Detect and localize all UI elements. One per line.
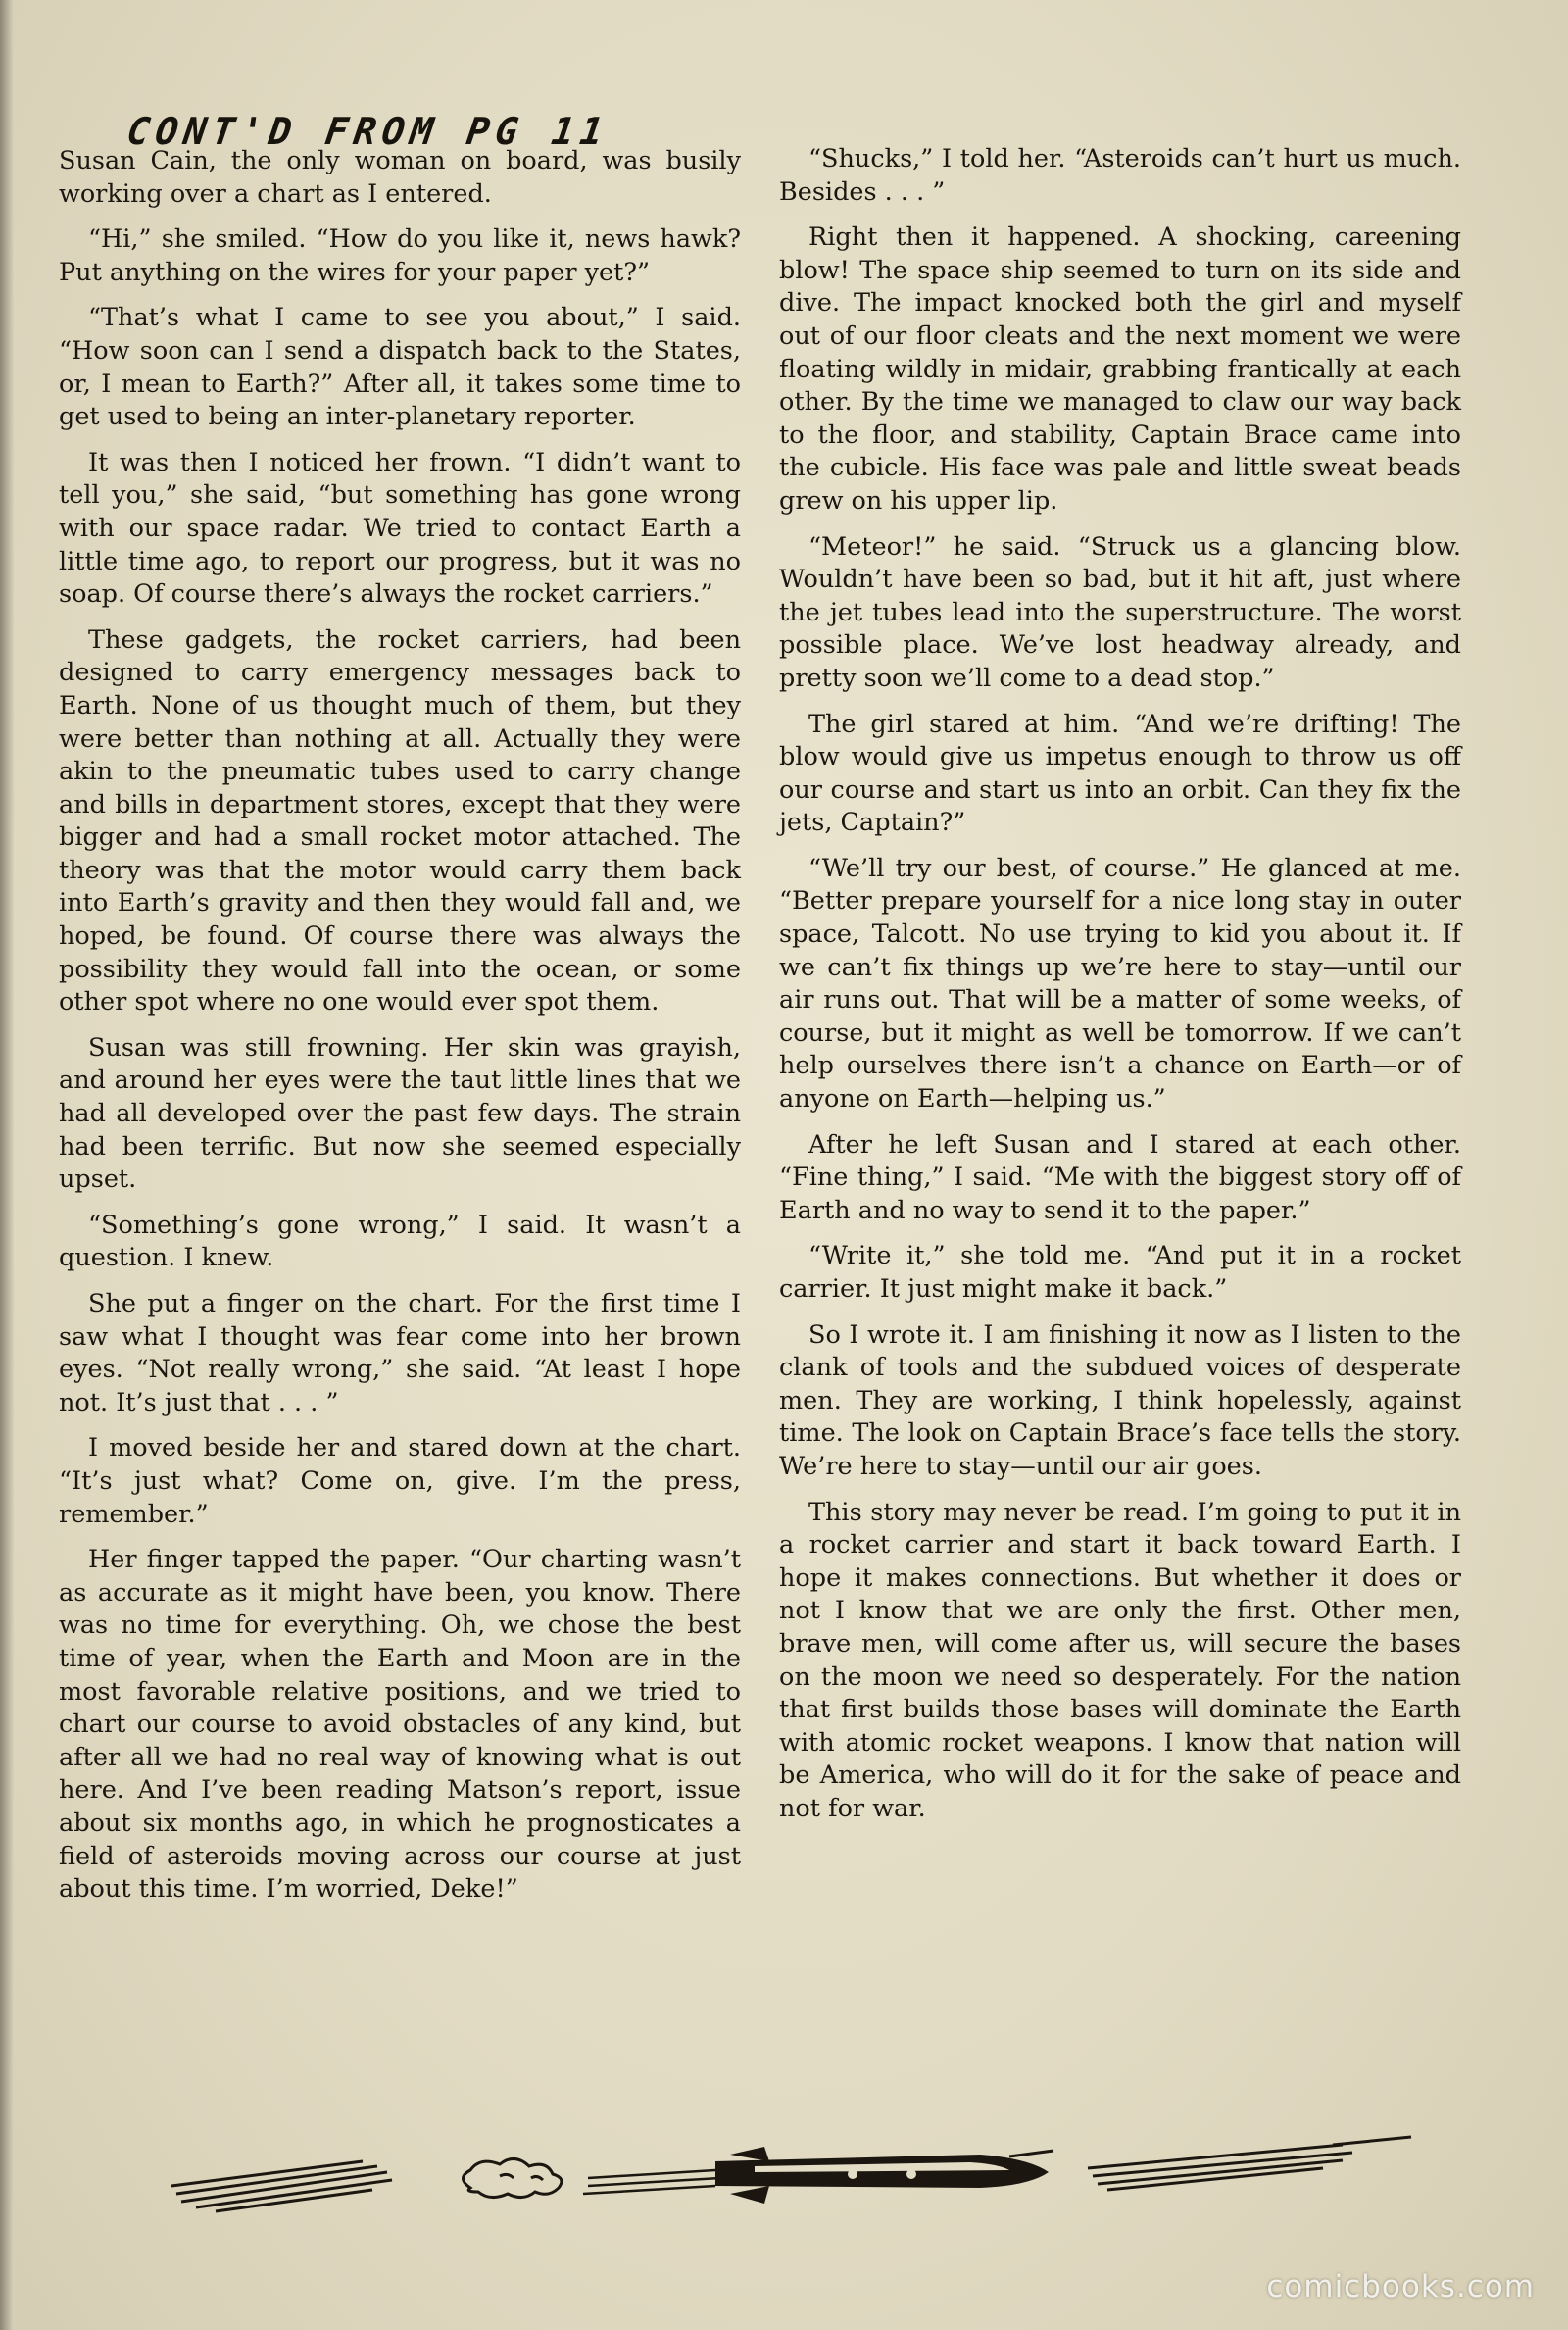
paragraph: Right then it happened. A shocking, careening blow! The space ship seemed to turn on its side and dive. The impact knocked both the girl and myself out of our floor cleats and the next moment we were floating wildly in midair, grabbing frantically at each other. By the time we managed to claw our way back to the floor, and stability, Captain Brace came into the cubicle. His face was pale and little sweat beads grew on his upper lip.	[779, 223, 1461, 516]
paragraph: The girl stared at him. “And we’re drifting! The blow would give us impetus enough to throw us off our course and start us into an orbit. Can they fix the jets, Captain?”	[779, 709, 1461, 838]
paragraph: Susan Cain, the only woman on board, was busily working over a chart as I entered.	[59, 146, 741, 209]
paragraph: Her finger tapped the paper. “Our charting wasn’t as accurate as it might have been, you know. There was no time for everything. Oh, we chose the best time of year, when the Earth and Moon are in the most favorable relative positions, and we tried to chart our course to avoid obstacles of any kind, but after all we had no real way of knowing what is out here. And I’ve been reading Matson’s report, issue about six months ago, in which he prognosticates a field of asteroids moving across our course at just about this time. I’m worried, Deke!”	[59, 1545, 741, 1905]
paragraph: Susan was still frowning. Her skin was grayish, and around her eyes were the taut little lines that we had all developed over the past few days. The strain had been terrific. But now she seemed especially upset.	[59, 1032, 741, 1195]
rocket-illustration	[167, 2107, 1421, 2225]
right-speed-lines	[1088, 2137, 1411, 2190]
paragraph: This story may never be read. I’m going to put it in a rocket carrier and start it back toward Earth. I hope it makes connections. But whether it does or not I know that we are only the first. Other men, brave men, will come after us, will secure the bases on the moon we need so desperately. For the nation that first builds those bases will dominate the Earth with atomic rocket weapons. I know that nation will be America, who will do it for the sake of peace and not for war.	[779, 1497, 1461, 1823]
paragraph: After he left Susan and I stared at each other. “Fine thing,” I said. “Me with the biggest story off of Earth and no way to send it to the paper.”	[779, 1129, 1461, 1225]
paragraph: “We’ll try our best, of course.” He glanced at me. “Better prepare yourself for a nice long stay in outer space, Talcott. No use trying to kid you about it. If we can’t fix things up we’re here to stay—until our air runs out. That will be a matter of some weeks, of course, but it might as well be tomorrow. If we can’t help ourselves there isn’t a chance on Earth—or of anyone on Earth—helping us.”	[779, 853, 1461, 1115]
paragraph: “Write it,” she told me. “And put it in a rocket carrier. It just might make it back.”	[779, 1241, 1461, 1304]
paragraph: “Shucks,” I told her. “Asteroids can’t hurt us much. Besides . . . ”	[779, 144, 1461, 207]
exhaust-trail-lines	[583, 2170, 720, 2194]
paragraph: “That’s what I came to see you about,” I said. “How soon can I send a dispatch back to the States, or, I mean to Earth?” After all, it takes some time to get used to being an inter-planetary reporter.	[59, 303, 741, 432]
paragraph: “Something’s gone wrong,” I said. It wasn’t a question. I knew.	[59, 1210, 741, 1273]
left-text-column	[59, 145, 741, 1919]
left-speed-lines	[172, 2161, 392, 2211]
paragraph: She put a finger on the chart. For the first time I saw what I thought was fear come into her brown eyes. “Not really wrong,” she said. “At least I hope not. It’s just that . . . ”	[59, 1289, 741, 1417]
paragraph: I moved beside her and stared down at the chart. “It’s just what? Come on, give. I’m the press, remember.”	[59, 1433, 741, 1529]
watermark-text: comicbooks.com	[1266, 2269, 1535, 2305]
paragraph: These gadgets, the rocket carriers, had been designed to carry emergency messages back to Earth. None of us thought much of them, but they were better than nothing at all. Actually they were akin to the pneumatic tubes used to carry change and bills in department stores, except that they were bigger and had a small rocket motor attached. The theory was that the motor would carry them back into Earth’s gravity and then they would fall and, we hoped, be found. Of course there was always the possibility they would fall into the ocean, or some other spot where no one would ever spot them.	[59, 624, 741, 1017]
handwritten-continuation-note: CONT'D FROM PG 11	[123, 110, 612, 153]
rocket-body	[715, 2147, 1054, 2204]
exhaust-cloud	[464, 2158, 562, 2197]
right-text-column	[779, 143, 1461, 1839]
paragraph: So I wrote it. I am finishing it now as I listen to the clank of tools and the subdued voices of desperate men. They are working, I think hopelessly, against time. The look on Captain Brace’s face tells the story. We’re here to stay—until our air goes.	[779, 1319, 1461, 1481]
paragraph: “Meteor!” he said. “Struck us a glancing blow. Wouldn’t have been so bad, but it hit aft, just where the jet tubes lead into the superstructure. The worst possible place. We’ve lost headway already, and pretty soon we’ll come to a dead stop.”	[779, 531, 1461, 693]
page-edge-shadow	[0, 0, 14, 2330]
paragraph: “Hi,” she smiled. “How do you like it, news hawk? Put anything on the wires for your paper yet?”	[59, 224, 741, 287]
paragraph: It was then I noticed her frown. “I didn’t want to tell you,” she said, “but something has gone wrong with our space radar. We tried to contact Earth a little time ago, to report our progress, but it was no soap. Of course there’s always the rocket carriers.”	[59, 447, 741, 610]
